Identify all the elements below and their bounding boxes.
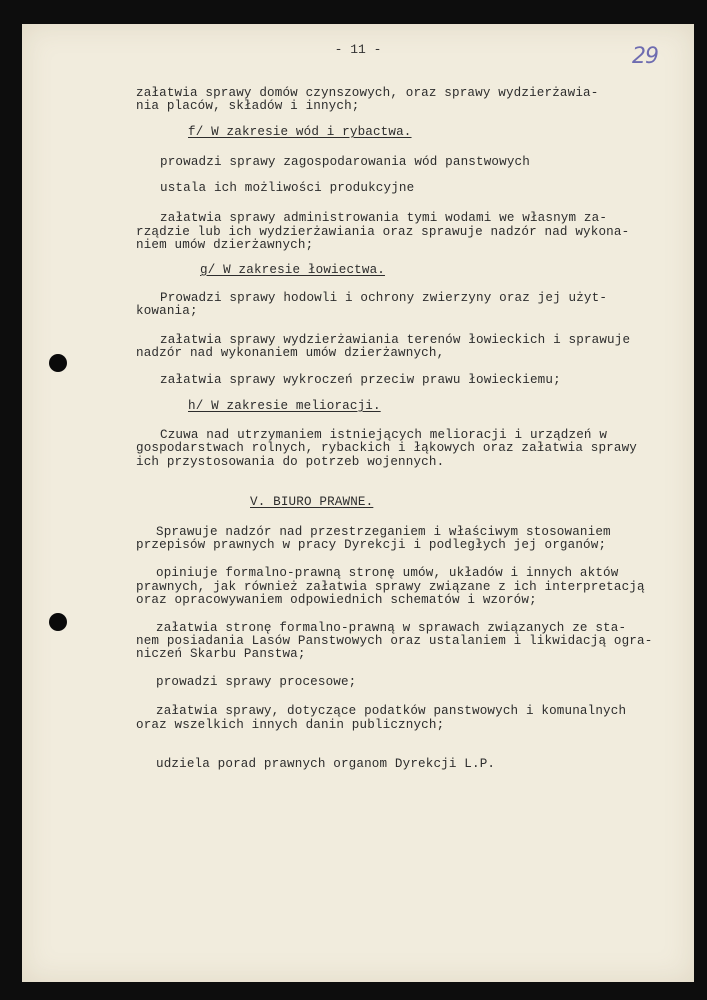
text-line: rządzie lub ich wydzierżawiania oraz sprawuje nadzór nad wykona- xyxy=(136,225,630,239)
text-line: oraz wszelkich innych danin publicznych; xyxy=(136,718,445,732)
section-heading-v: V. BIURO PRAWNE. xyxy=(250,495,374,509)
text-line: niem umów dzierżawnych; xyxy=(136,238,314,252)
text-line: Sprawuje nadzór nad przestrzeganiem i właściwym stosowaniem xyxy=(156,525,611,539)
text-line: załatwia stronę formalno-prawną w sprawach związanych ze sta- xyxy=(156,621,627,635)
text-line: opiniuje formalno-prawną stronę umów, układów i innych aktów xyxy=(156,566,619,580)
handwritten-page-annotation: 29 xyxy=(632,44,658,69)
punch-hole xyxy=(49,613,67,631)
text-line: nia placów, składów i innych; xyxy=(136,99,360,113)
text-line: załatwia sprawy wydzierżawiania terenów łowieckich i sprawuje xyxy=(160,333,631,347)
text-line: nem posiadania Lasów Panstwowych oraz ustalaniem i likwidacją ogra- xyxy=(136,634,653,648)
text-line: prowadzi sprawy procesowe; xyxy=(156,675,357,689)
text-line: Prowadzi sprawy hodowli i ochrony zwierzyny oraz jej użyt- xyxy=(160,291,608,305)
punch-hole xyxy=(49,354,67,372)
text-line: przepisów prawnych w pracy Dyrekcji i podległych jej organów; xyxy=(136,538,607,552)
section-heading-g: g/ W zakresie łowiectwa. xyxy=(200,263,385,277)
text-line: gospodarstwach rolnych, rybackich i łąkowych oraz załatwia sprawy xyxy=(136,441,637,455)
text-line: załatwia sprawy wykroczeń przeciw prawu łowieckiemu; xyxy=(160,373,561,387)
text-line: ustala ich możliwości produkcyjne xyxy=(160,181,415,195)
text-line: załatwia sprawy, dotyczące podatków panstwowych i komunalnych xyxy=(156,704,627,718)
text-line: załatwia sprawy domów czynszowych, oraz sprawy wydzierżawia- xyxy=(136,86,599,100)
text-line: ich przystosowania do potrzeb wojennych. xyxy=(136,455,445,469)
text-line: załatwia sprawy administrowania tymi wodami we własnym za- xyxy=(160,211,608,225)
page-number: - 11 - xyxy=(334,42,382,57)
section-heading-f: f/ W zakresie wód i rybactwa. xyxy=(188,125,412,139)
text-line: niczeń Skarbu Panstwa; xyxy=(136,647,306,661)
text-line: Czuwa nad utrzymaniem istniejących melioracji i urządzeń w xyxy=(160,428,608,442)
text-line: udziela porad prawnych organom Dyrekcji L.P. xyxy=(156,757,496,771)
section-heading-h: h/ W zakresie melioracji. xyxy=(188,399,381,413)
text-line: prawnych, jak również załatwia sprawy związane z ich interpretacją xyxy=(136,580,645,594)
text-line: nadzór nad wykonaniem umów dzierżawnych, xyxy=(136,346,445,360)
text-line: prowadzi sprawy zagospodarowania wód panstwowych xyxy=(160,155,530,169)
document-page xyxy=(22,24,694,982)
text-line: oraz opracowywaniem odpowiednich schematów i wzorów; xyxy=(136,593,537,607)
text-line: kowania; xyxy=(136,304,198,318)
